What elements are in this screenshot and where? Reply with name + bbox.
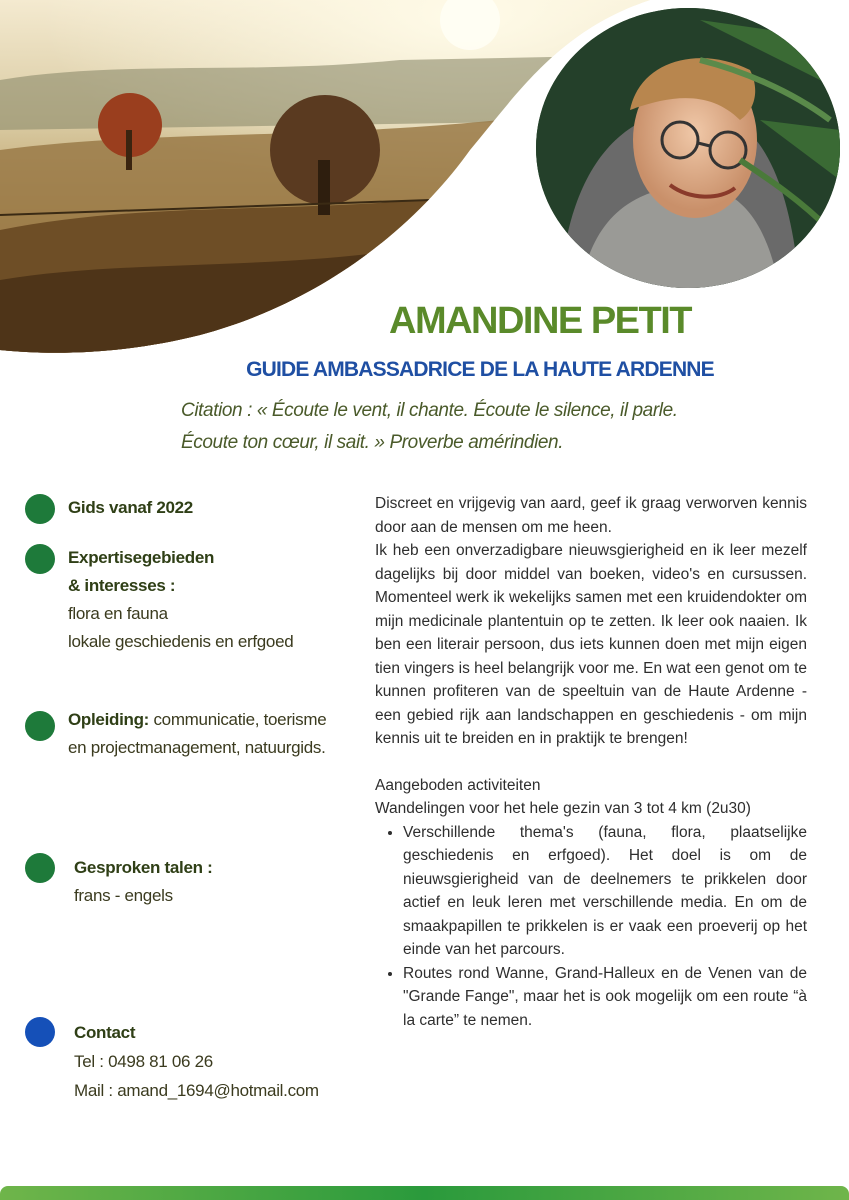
body-paragraph: Ik heb een onverzadigbare nieuwsgierigheid en ik leer mezelf dagelijks bij door middel van boeken, video's en cursussen. Momenteel werk ik wekelijks samen met een kruidendokter om mijn medicinale plantentuin op te zetten. Ik leer ook naaien. Ik ben een literair persoon, dus iets kunnen doen met mijn eigen tien vingers is heel belangrijk voor me. En wat een genot om te kunnen profiteren van de speeltuin van de Haute Ardenne - een gebied rijk aan landschappen en geschiedenis - om mijn kennis uit te breiden en in praktijk te brengen! [375,542,807,747]
contact-section [74,1018,319,1105]
education-value-2: en projectmanagement, natuurgids. [68,738,326,757]
guide-since-label: Gids vanaf 2022 [68,498,193,517]
languages-title: Gesproken talen : [74,858,213,877]
expertise-item: lokale geschiedenis en erfgoed [68,632,294,651]
expertise-section [68,544,293,656]
contact-phone[interactable]: Tel : 0498 81 06 26 [74,1052,213,1071]
bullet-dot-icon [25,494,55,524]
contact-title: Contact [74,1023,136,1042]
main-text [375,492,807,1032]
quote [181,395,801,459]
activities-list [375,821,807,1033]
intro-paragraph: Discreet en vrijgevig van aard, geef ik graag verworven kennis door aan de mensen om me heen. [375,495,807,536]
person-subtitle: GUIDE AMBASSADRICE DE LA HAUTE ARDENNE [246,358,714,381]
languages-value: frans - engels [74,886,173,905]
bullet-dot-icon [25,544,55,574]
activities-subtitle: Wandelingen voor het hele gezin van 3 tot 4 km (2u30) [375,800,751,817]
education-section [68,706,358,762]
footer-bar [0,1186,849,1200]
contact-dot-icon [25,1017,55,1047]
education-value-1: communicatie, toerisme [149,710,327,729]
person-name: AMANDINE PETIT [389,300,691,342]
bullet-dot-icon [25,853,55,883]
bullet-dot-icon [25,711,55,741]
quote-line-2: Écoute ton cœur, il sait. » Proverbe amérindien. [181,432,564,453]
expertise-title-2: & interesses : [68,576,176,595]
guide-since [68,494,193,522]
quote-line-1: Citation : « Écoute le vent, il chante. Écoute le silence, il parle. [181,400,678,421]
education-label: Opleiding: [68,710,150,729]
list-item: • Verschillende thema's (fauna, flora, plaatselijke geschiedenis en erfgoed). Het doel is om de nieuwsgierigheid van de deelnemers te prikkelen door actief en leuk leren met verschillende media. En om de smaakpapillen te prikkelen is er vaak een proeverij op het einde van het parcours. [403,821,807,962]
portrait-photo [536,8,840,290]
expertise-item: flora en fauna [68,604,168,623]
expertise-title-1: Expertisegebieden [68,548,215,567]
contact-mail[interactable]: Mail : amand_1694@hotmail.com [74,1081,319,1100]
activities-title: Aangeboden activiteiten [375,776,541,794]
languages-section [74,854,213,910]
list-item: • Routes rond Wanne, Grand-Halleux en de Venen van de "Grande Fange", maar het is ook mogelijk om een route “à la carte” te nemen. [403,962,807,1033]
